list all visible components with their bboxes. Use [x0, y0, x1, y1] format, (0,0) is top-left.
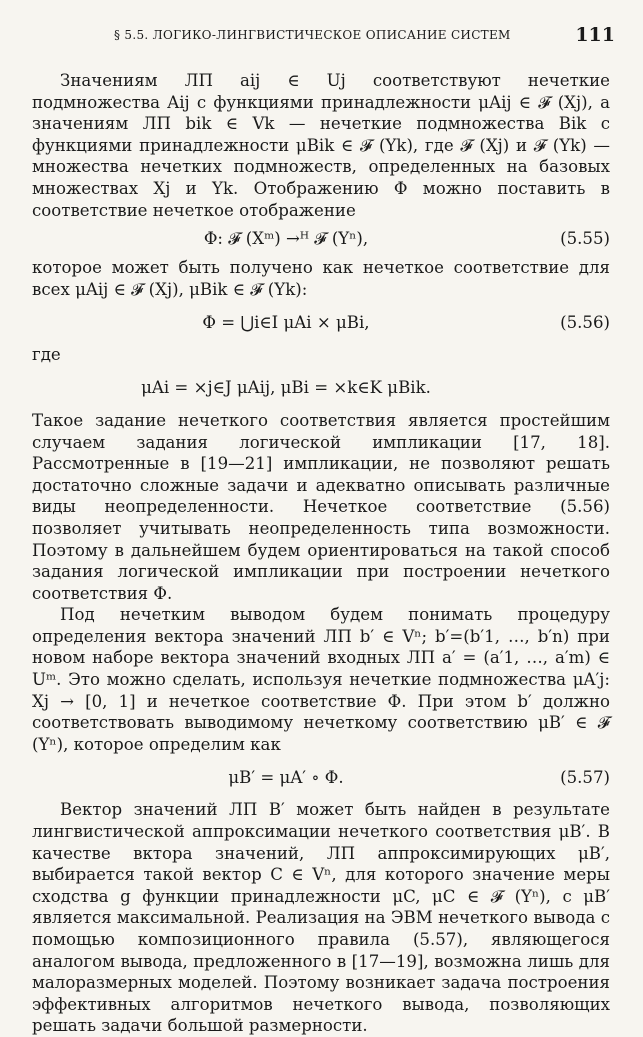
equation-where: [32, 366, 610, 410]
where-label: где: [32, 345, 61, 365]
paragraph-3: Такое задание нечеткого соответствия является простейшим случаем задания логической импликации [17, 18]. Рассмотренные в [19—21] импликации, не позволяют решать достаточно сложные задачи и адекватно описывать различные виды неопределенности. Нечеткое соответствие (5.56) позволяет учитывать неопределенность типа возможности. Поэтому в дальнейшем будем ориентироваться на такой способ задания логической импликации при построении нечеткого соответствия Φ.: [32, 410, 610, 603]
paragraph-1: Значениям ЛП aij ∈ Uj соответствуют нечеткие подмножества Aij с функциями принадлежности μAij ∈ 𝓕 (Xj), а значениям ЛП bik ∈ Vk — нечеткие подмножества Bik с функциями принадлежности μBik ∈ 𝓕 (Yk), где 𝓕 (Xj) и 𝓕 (Yk) — множества нечетких подмножеств, определенных на базовых множествах Xj и Yk. Отображению Φ можно поставить в соответствие нечеткое отображение: [32, 71, 610, 220]
running-head: § 5.5. ЛОГИКО-ЛИНГВИСТИЧЕСКОЕ ОПИСАНИЕ СИСТЕМ: [114, 28, 511, 42]
equation-number: (5.56): [560, 312, 610, 332]
page-header: [114, 24, 615, 48]
paragraph-2: которое может быть получено как нечеткое соответствие для всех μAij ∈ 𝓕 (Xj), μBik ∈ 𝓕 (Yk):: [32, 258, 610, 299]
page-number: 111: [575, 24, 615, 46]
equation-number: (5.55): [560, 229, 610, 249]
equation-number: (5.57): [560, 767, 610, 787]
paragraph-5: Вектор значений ЛП B′ может быть найден в результате лингвистической аппроксимации нечеткого соответствия μB′. В качестве вктора значений, ЛП аппроксимирующих μB′, выбирается такой вектор C ∈ Vⁿ, для которого значение меры сходства g функции принадлежности μC, μC ∈ 𝓕 (Yⁿ), с μB′ является максимальной. Реализация на ЭВМ нечеткого вывода с помощью композиционного правила (5.57), являющегося аналогом вывода, предложенного в [17—19], возможна лишь для малоразмерных моделей. Поэтому возникает задача построения эффективных алгоритмов нечеткого вывода, позволяющих решать задачи большой размерности.: [32, 800, 610, 1036]
equation-5-56: [32, 300, 610, 344]
equation-5-55: [32, 221, 610, 257]
equation-formula: μAi = ×j∈J μAij, μBi = ×k∈K μBik.: [141, 378, 431, 398]
equation-formula: Φ: 𝓕 (Xᵐ) →ᴴ 𝓕 (Yⁿ),: [203, 229, 369, 249]
equation-5-57: [32, 755, 610, 799]
equation-formula: μB′ = μA′ ∘ Φ.: [228, 767, 344, 787]
page-body: [32, 70, 610, 1037]
paragraph-4: Под нечетким выводом будем понимать процедуру определения вектора значений ЛП b′ ∈ Vⁿ; b′=(b′1, …, b′n) при новом наборе вектора значений входных ЛП a′ = (a′1, …, a′m) ∈ Uᵐ. Это можно сделать, используя нечеткие подмножества μA′j: Xj → [0, 1] и нечеткое соответствие Φ. При этом b′ должно соответствовать выводимому нечеткому соответствию μB′ ∈ 𝓕 (Yⁿ), которое определим как: [32, 605, 610, 754]
equation-formula: Φ = ⋃i∈I μAi × μBi,: [202, 312, 370, 332]
